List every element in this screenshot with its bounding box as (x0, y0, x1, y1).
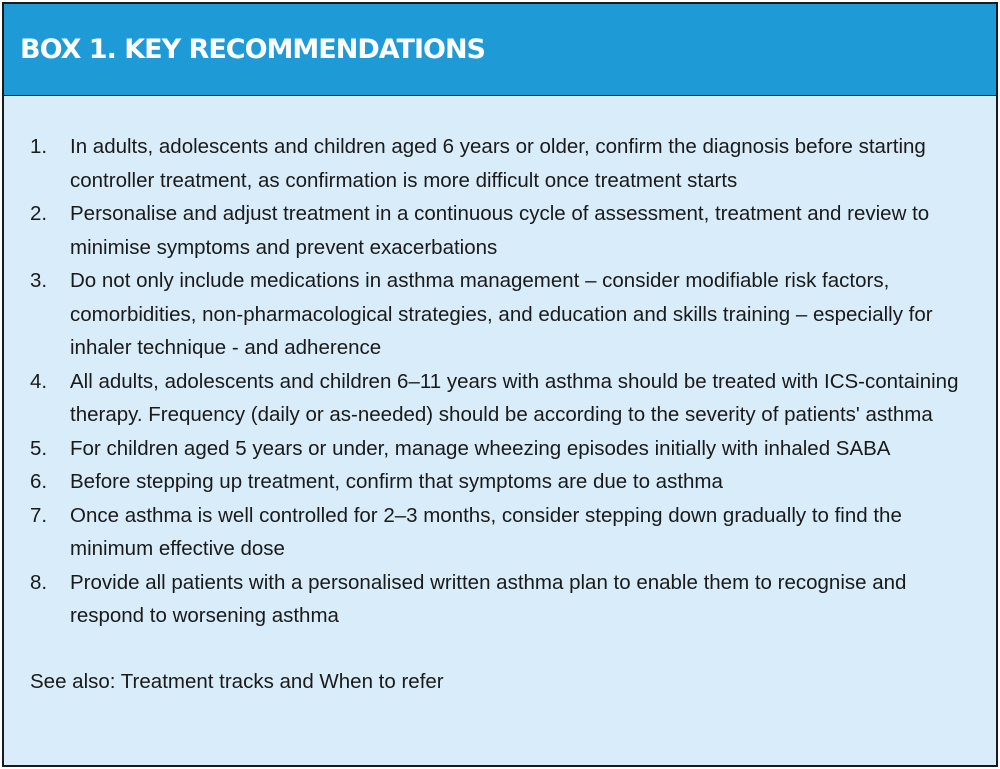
recommendation-text: All adults, adolescents and children 6–11 years with asthma should be treated with ICS-containing therapy. Frequency (daily or as-needed) should be according to the severity of patients' asthma (70, 369, 959, 426)
recommendation-number: 3. (30, 269, 48, 292)
recommendation-item (30, 197, 974, 264)
recommendation-number: 4. (30, 369, 48, 393)
recommendation-number: 8. (30, 570, 48, 594)
box-title: BOX 1. KEY RECOMMENDATIONS (20, 34, 485, 65)
recommendation-text: Provide all patients with a personalised written asthma plan to enable them to recognise and respond to worsening asthma (70, 570, 907, 627)
recommendation-number: 1. (30, 135, 48, 158)
recommendation-text: Once asthma is well controlled for 2–3 months, consider stepping down gradually to find the minimum effective dose (70, 503, 902, 560)
recommendation-number: 2. (30, 202, 48, 225)
recommendation-number: 6. (30, 470, 48, 493)
recommendation-text: For children aged 5 years or under, manage wheezing episodes initially with inhaled SABA (70, 436, 891, 460)
recommendation-item (30, 465, 974, 499)
recommendation-item (30, 432, 974, 466)
recommendation-item (30, 566, 974, 633)
recommendation-text: Before stepping up treatment, confirm that symptoms are due to asthma (70, 470, 723, 493)
recommendation-text: Do not only include medications in asthma management – consider modifiable risk factors, comorbidities, non-pharmacological strategies, and education and skills training – especially for inhaler technique - and adherence (70, 269, 933, 359)
recommendation-item (30, 130, 974, 197)
recommendation-item (30, 365, 974, 432)
see-also-note: See also: Treatment tracks and When to refer (30, 669, 444, 693)
recommendation-text: In adults, adolescents and children aged 6 years or older, confirm the diagnosis before starting controller treatment, as confirmation is more difficult once treatment starts (70, 135, 926, 192)
recommendation-number: 5. (30, 436, 48, 460)
recommendation-list (30, 130, 974, 633)
box-body (4, 96, 996, 698)
recommendation-text: Personalise and adjust treatment in a continuous cycle of assessment, treatment and review to minimise symptoms and prevent exacerbations (70, 202, 930, 259)
key-recommendations-box (2, 2, 998, 767)
recommendation-item (30, 264, 974, 365)
recommendation-number: 7. (30, 503, 48, 527)
recommendation-item (30, 499, 974, 566)
box-header (4, 4, 996, 96)
